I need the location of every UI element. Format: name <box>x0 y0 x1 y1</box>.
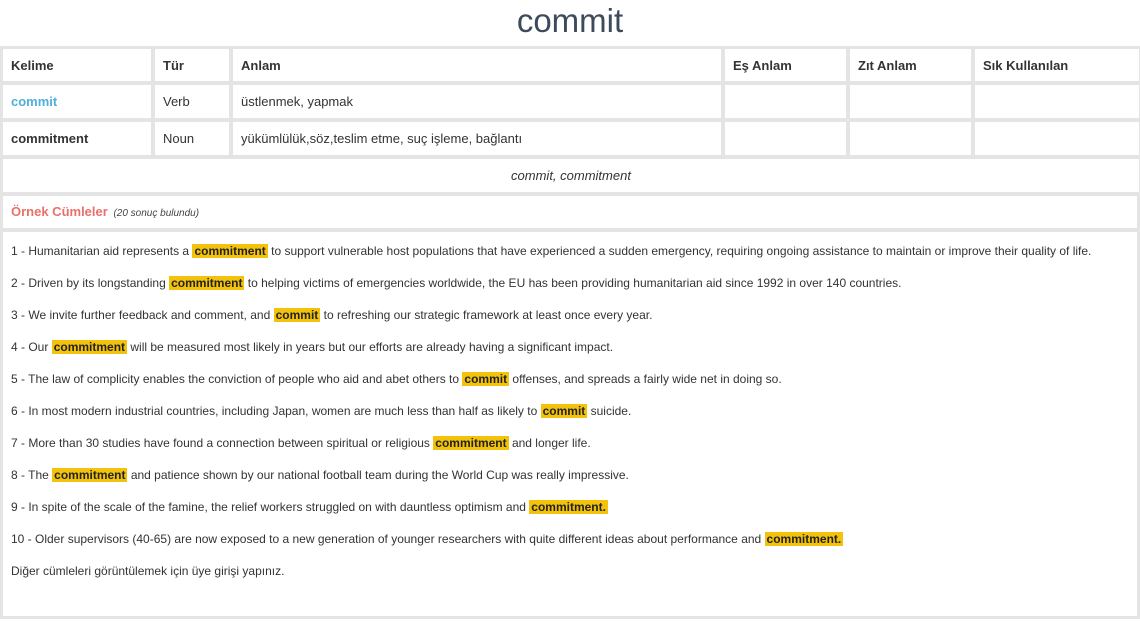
word-antonym <box>850 122 971 155</box>
list-item <box>11 464 1129 486</box>
list-item <box>11 336 1129 358</box>
list-item <box>11 496 1129 518</box>
content-frame <box>0 46 1140 619</box>
sentence-text: 4 - Our <box>11 340 52 354</box>
sentence-text: 10 - Older supervisors (40-65) are now exposed to a new generation of younger researchers with quite different ideas about performance and <box>11 532 765 546</box>
header-anlam: Anlam <box>233 49 721 81</box>
examples-label: Örnek Cümleler <box>11 204 108 219</box>
highlighted-word: commit <box>542 404 586 418</box>
header-tur: Tür <box>155 49 229 81</box>
header-kelime: Kelime <box>3 49 151 81</box>
sentence-text: 5 - The law of complicity enables the conviction of people who aid and abet others to <box>11 372 463 386</box>
word-antonym <box>850 85 971 118</box>
list-item <box>11 528 1129 550</box>
list-item <box>11 240 1129 262</box>
sentence-text: 1 - Humanitarian aid represents a <box>11 244 193 258</box>
highlighted-word: commitment. <box>766 532 842 546</box>
list-item <box>11 272 1129 294</box>
sentence-text: and patience shown by our national football team during the World Cup was really impressive. <box>127 468 629 482</box>
sentence-text: 2 - Driven by its longstanding <box>11 276 170 290</box>
table-row <box>3 122 1139 155</box>
table-header-row <box>3 49 1139 81</box>
sentence-text: 3 - We invite further feedback and comment, and <box>11 308 274 322</box>
word-frequent <box>975 85 1139 118</box>
word-link-commitment[interactable]: commitment <box>3 122 151 155</box>
highlighted-word: commitment <box>194 244 266 258</box>
word-type: Noun <box>155 122 229 155</box>
word-table <box>0 45 1140 196</box>
word-type: Verb <box>155 85 229 118</box>
related-words-row <box>3 159 1139 192</box>
examples-header <box>3 196 1137 228</box>
page-title: commit <box>516 2 624 39</box>
header-zit-anlam: Zıt Anlam <box>850 49 971 81</box>
example-sentences <box>3 232 1137 616</box>
highlighted-word: commitment <box>171 276 243 290</box>
list-item <box>11 400 1129 422</box>
table-row <box>3 85 1139 118</box>
word-frequent <box>975 122 1139 155</box>
word-synonym <box>725 85 846 118</box>
sentence-text: to support vulnerable host populations that have experienced a sudden emergency, requiring ongoing assistance to maintain or improve their quality of life. <box>267 244 1092 258</box>
highlighted-word: commitment. <box>531 500 606 514</box>
list-item <box>11 304 1129 326</box>
word-meaning: üstlenmek, yapmak <box>233 85 721 118</box>
sentence-text: 8 - The <box>11 468 53 482</box>
sentence-text: offenses, and spreads a fairly wide net in doing so. <box>509 372 782 386</box>
highlighted-word: commitment <box>53 340 126 354</box>
list-item <box>11 368 1129 390</box>
related-words: commit, commitment <box>3 159 1139 192</box>
word-link-commit[interactable]: commit <box>3 85 151 118</box>
sentence-text: 9 - In spite of the scale of the famine, the relief workers struggled on with dauntless optimism and <box>11 500 530 514</box>
highlighted-word: commitment <box>435 436 507 450</box>
sentence-text: 7 - More than 30 studies have found a connection between spiritual or religious <box>11 436 434 450</box>
header-sik-kullanilan: Sık Kullanılan <box>975 49 1139 81</box>
word-synonym <box>725 122 846 155</box>
highlighted-word: commitment <box>54 468 126 482</box>
highlighted-word: commit <box>275 308 319 322</box>
sentence-text: to helping victims of emergencies worldwide, the EU has been providing humanitarian aid since 1992 in over 140 countries. <box>244 276 902 290</box>
examples-count: (20 sonuç bulundu) <box>113 208 200 219</box>
sentence-text: 6 - In most modern industrial countries, including Japan, women are much less than half as likely to <box>11 404 541 418</box>
login-prompt: Diğer cümleleri görüntülemek için üye girişi yapınız. <box>11 564 285 578</box>
sentence-text: suicide. <box>587 404 632 418</box>
sentence-text: and longer life. <box>508 436 591 450</box>
highlighted-word: commit <box>464 372 508 386</box>
sentence-text: will be measured most likely in years but our efforts are already having a significant impact. <box>127 340 614 354</box>
sentence-text: to refreshing our strategic framework at least once every year. <box>320 308 653 322</box>
header-es-anlam: Eş Anlam <box>725 49 846 81</box>
list-item <box>11 432 1129 454</box>
word-meaning: yükümlülük,söz,teslim etme, suç işleme, bağlantı <box>233 122 721 155</box>
